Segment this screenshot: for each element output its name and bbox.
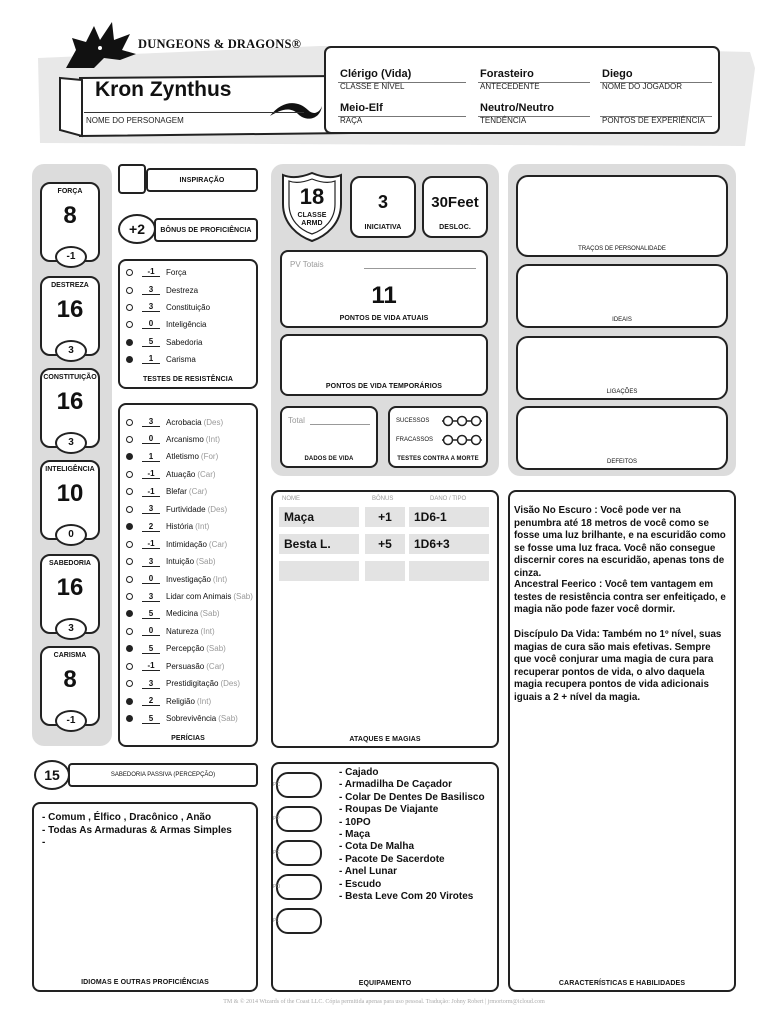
languages-text [42, 812, 232, 850]
hit-dice-total-line [310, 424, 370, 425]
speed-box[interactable] [422, 176, 488, 238]
proficiency-dot-icon[interactable] [126, 645, 133, 652]
ability-name: CARISMA [53, 652, 87, 659]
label: Sobrevivência [166, 714, 217, 724]
death-fail-label: FRACASSOS [396, 437, 434, 443]
hp-max-label: PV Totais [290, 260, 324, 269]
coin-label: PP [273, 816, 280, 822]
hp-current-label: PONTOS DE VIDA ATUAIS [339, 315, 429, 322]
ability-score: 10 [56, 480, 84, 507]
attacks-label: ATAQUES E MAGIAS [349, 736, 421, 743]
alignment-value[interactable]: Neutro/Neutro [480, 102, 554, 114]
modifier-value: 1 [142, 452, 160, 462]
dnd-logo: DUNGEONS & DRAGONS® [138, 37, 302, 51]
skill-row[interactable] [126, 660, 224, 672]
modifier-value: 3 [142, 285, 160, 295]
skill-row[interactable] [126, 591, 253, 603]
proficiency-dot-icon[interactable] [126, 663, 133, 670]
character-name[interactable]: Kron Zynthus [95, 78, 232, 101]
label: Lidar com Animais [166, 592, 232, 601]
equipment-item[interactable]: - Cajado [339, 767, 379, 778]
death-fail-checkboxes[interactable] [442, 434, 484, 446]
feature-paragraph[interactable]: Ancestral Feerico : Você tem vantagem em testes de resistência contra ser enfeitiçado, e magia não pode fazer você dormir. [514, 579, 726, 616]
hp-current-value: 11 [371, 282, 397, 309]
proficiency-dot-icon[interactable] [126, 541, 133, 548]
ability-name: INTELIGÊNCIA [45, 466, 95, 473]
dragon-tail-ornament-icon [268, 96, 324, 126]
coin-label: PL [273, 918, 280, 924]
race-value[interactable]: Meio-Elf [340, 102, 383, 114]
attack-name[interactable]: Besta L. [279, 534, 359, 554]
proficiency-dot-icon[interactable] [126, 698, 133, 705]
proficiency-dot-icon[interactable] [126, 356, 133, 363]
proficiency-dot-icon[interactable] [126, 339, 133, 346]
modifier-value: -1 [142, 539, 160, 549]
inspiration-label: INSPIRAÇÃO [179, 177, 225, 184]
ability-modifier: 0 [55, 524, 87, 546]
bonds-box[interactable] [516, 336, 728, 400]
equipment-item[interactable]: - Maça [339, 829, 371, 840]
flaws-box[interactable] [516, 406, 728, 470]
label: Intuição [166, 557, 195, 567]
ability-constitution[interactable] [40, 368, 100, 448]
proficiency-dot-icon[interactable] [126, 715, 133, 722]
modifier-value: 1 [142, 354, 160, 364]
proficiency-dot-icon[interactable] [126, 523, 133, 530]
equipment-item[interactable]: - Escudo [339, 878, 382, 890]
hit-dice-label: DADOS DE VIDA [304, 456, 354, 462]
ability-modifier: -1 [55, 246, 87, 268]
label: Religião [166, 696, 195, 706]
language-line[interactable]: - Comum , Élfico , Dracônico , Anão [42, 812, 212, 823]
coin-cp-field[interactable] [273, 772, 322, 798]
death-success-checkboxes[interactable] [442, 415, 484, 427]
speed-value: 30Feet [431, 194, 479, 211]
hp-max-line [364, 268, 476, 269]
ability-name: SABEDORIA [48, 560, 91, 567]
language-line[interactable]: - Todas As Armaduras & Armas Simples [42, 824, 232, 836]
attribute-abbr: (Sab) [206, 644, 226, 654]
coin-pp-field[interactable] [273, 908, 322, 934]
ability-name: CONSTITUIÇÃO [43, 374, 97, 381]
attacks-panel [271, 490, 499, 748]
proficiency-dot-icon[interactable] [126, 593, 133, 600]
modifier-value: 0 [142, 626, 160, 636]
modifier-value: -1 [142, 469, 160, 479]
equipment-item[interactable]: - 10PO [339, 816, 371, 828]
saving-throw-row[interactable] [126, 353, 196, 365]
languages-label: IDIOMAS E OUTRAS PROFICIÊNCIAS [81, 979, 209, 986]
equipment-item[interactable]: - Cota De Malha [339, 841, 415, 853]
saving-throw-row[interactable] [126, 301, 210, 313]
ability-dexterity[interactable] [40, 276, 100, 356]
label: Força [166, 267, 187, 277]
passive-wisdom-label: SABEDORIA PASSIVA (PERCEPÇÃO) [110, 772, 216, 778]
attack-damage[interactable]: 1D6-1 [409, 507, 489, 527]
proficiency-dot-icon[interactable] [126, 287, 133, 294]
attack-bonus[interactable]: +1 [365, 507, 405, 527]
armor-class-label-1: CLASSE [297, 212, 327, 219]
label: Prestidigitação [166, 679, 219, 689]
modifier-value: 0 [142, 574, 160, 584]
attribute-abbr: (Sab) [200, 609, 220, 619]
ability-score: 8 [63, 202, 77, 229]
temp-hp-box[interactable] [280, 334, 488, 396]
alignment-label: TENDÊNCIA [480, 116, 527, 125]
character-name-line [84, 112, 304, 113]
modifier-value: 3 [142, 302, 160, 312]
label: Sabedoria [166, 337, 203, 347]
label: História [166, 522, 194, 532]
modifier-value: 3 [142, 557, 160, 567]
hit-dice-total-label: Total [288, 416, 305, 425]
feature-paragraph[interactable]: Visão No Escuro : Você pode ver na penumbra até 18 metros de você como se fosse uma luz brilhante, e na escuridão como se fosse uma luz fraca. Você não consegue discernir cores na escuridão, apenas tons de cinza. [514, 505, 726, 579]
proficiency-bonus-value[interactable]: +2 [118, 214, 156, 244]
player-name-label: NOME DO JOGADOR [602, 82, 683, 91]
passive-wisdom-value[interactable]: 15 [34, 760, 70, 790]
features-label: CARACTERÍSTICAS E HABILIDADES [558, 980, 686, 987]
hp-temp-label: PONTOS DE VIDA TEMPORÁRIOS [325, 383, 443, 390]
initiative-box[interactable] [350, 176, 416, 238]
skill-row[interactable] [126, 643, 226, 655]
character-name-label: NOME DO PERSONAGEM [86, 116, 184, 125]
label: Carisma [166, 354, 196, 364]
proficiency-dot-icon[interactable] [126, 680, 133, 687]
label: Natureza [166, 626, 199, 636]
attacks-col-bonus: BÔNUS [372, 496, 394, 502]
attribute-abbr: (Sab) [233, 592, 253, 601]
attack-bonus[interactable]: +5 [365, 534, 405, 554]
proficiency-bonus-label: BÔNUS DE PROFICIÊNCIA [160, 227, 252, 234]
skill-row[interactable] [126, 573, 227, 585]
attribute-abbr: (Car) [208, 539, 228, 549]
hit-dice-box[interactable] [280, 406, 378, 468]
attack-name[interactable]: Maça [279, 507, 359, 527]
modifier-value: -1 [142, 267, 160, 277]
saving-throw-row[interactable] [126, 336, 202, 348]
attack-bonus-empty[interactable] [365, 561, 405, 581]
passive-wisdom-field [68, 763, 258, 787]
proficiency-bonus-field [154, 218, 258, 242]
equipment-item[interactable]: - Colar De Dentes De Basilisco [339, 791, 485, 803]
modifier-value: 2 [142, 522, 160, 532]
attribute-abbr: (Car) [188, 487, 208, 497]
label: Furtividade [166, 504, 206, 514]
skill-row[interactable] [126, 503, 227, 515]
languages-panel [32, 802, 258, 992]
saving-throw-row[interactable] [126, 318, 206, 330]
feature-paragraph[interactable]: Discípulo Da Vida: Também no 1º nível, suas magias de cura são mais efetivas. Sempre que você conjurar uma magia de cura para recuperar pontos de vida, o alvo daquela magia recupera pontos de vida adicionais iguais a 2 + nível da magia. [514, 629, 722, 703]
death-success-label: SUCESSOS [396, 418, 430, 424]
ideals-label: IDEAIS [612, 317, 632, 323]
skill-row[interactable] [126, 625, 215, 637]
ability-score: 16 [56, 574, 84, 601]
armor-class-value[interactable]: 18 [299, 184, 325, 209]
attribute-abbr: (Int) [212, 574, 228, 584]
label: Inteligência [166, 319, 207, 329]
modifier-value: 0 [142, 434, 160, 444]
proficiency-dot-icon[interactable] [126, 471, 133, 478]
attribute-abbr: (Des) [207, 504, 228, 514]
proficiency-dot-icon[interactable] [126, 304, 133, 311]
ability-score: 16 [56, 388, 84, 415]
inspiration-checkbox[interactable] [118, 164, 146, 194]
proficiency-dot-icon[interactable] [126, 610, 133, 617]
inspiration-field [146, 168, 258, 192]
proficiency-dot-icon[interactable] [126, 453, 133, 460]
label: Atuação [166, 469, 196, 479]
modifier-value: 0 [142, 319, 160, 329]
skill-row[interactable] [126, 608, 220, 620]
ability-charisma[interactable] [40, 646, 100, 726]
saving-throw-row[interactable] [126, 284, 198, 296]
modifier-value: 3 [142, 417, 160, 427]
ability-modifier: -1 [55, 710, 87, 732]
initiative-label: INICIATIVA [364, 224, 402, 231]
attribute-abbr: (Car) [197, 469, 216, 479]
speed-label: DESLOC. [439, 224, 471, 231]
ability-modifier: 3 [55, 432, 87, 454]
equipment-item[interactable]: - Armadilha De Caçador [339, 779, 452, 791]
attribute-abbr: (Int) [205, 434, 221, 444]
proficiency-dot-icon[interactable] [126, 488, 133, 495]
attribute-abbr: (Int) [196, 696, 212, 706]
ability-wisdom[interactable] [40, 554, 100, 634]
proficiency-dot-icon[interactable] [126, 321, 133, 328]
modifier-value: -1 [142, 487, 160, 497]
initiative-value: 3 [377, 192, 388, 212]
skill-row[interactable] [126, 538, 227, 550]
label: Constituição [166, 302, 211, 312]
ability-modifier: 3 [55, 618, 87, 640]
modifier-value: 5 [142, 609, 160, 619]
ability-score: 8 [63, 666, 77, 693]
background-label: ANTECEDENTE [480, 82, 540, 91]
attack-damage[interactable]: 1D6+3 [409, 534, 489, 554]
skill-row[interactable] [126, 521, 209, 533]
label: Arcanismo [166, 434, 204, 444]
modifier-value: 3 [142, 592, 160, 602]
equipment-item[interactable]: - Roupas De Viajante [339, 804, 439, 816]
attacks-col-damage: DANO / TIPO [430, 496, 467, 502]
attack-damage-empty[interactable] [409, 561, 489, 581]
label: Atletismo [166, 452, 199, 462]
personality-traits-box[interactable] [516, 175, 728, 257]
ability-name: FORÇA [57, 188, 83, 195]
attribute-abbr: (Sab) [218, 714, 238, 724]
bonds-label: LIGAÇÕES [606, 389, 638, 395]
current-hp-box[interactable] [280, 250, 488, 328]
equipment-item[interactable]: - Anel Lunar [339, 866, 397, 878]
saving-throw-row[interactable] [126, 266, 186, 278]
skill-row[interactable] [126, 678, 240, 690]
label: Intimidação [166, 539, 207, 549]
coin-label: PC [273, 782, 280, 788]
coin-gp-field[interactable] [273, 874, 322, 900]
proficiency-dot-icon[interactable] [126, 419, 133, 426]
skill-row[interactable] [126, 416, 223, 428]
skill-row[interactable] [126, 433, 220, 445]
skill-row[interactable] [126, 556, 216, 568]
language-line[interactable]: - [42, 837, 46, 848]
skills-label: PERÍCIAS [171, 735, 205, 742]
label: Investigação [166, 574, 211, 584]
background-value[interactable]: Forasteiro [480, 68, 534, 80]
proficiency-dot-icon[interactable] [126, 558, 133, 565]
coin-ep-field[interactable] [273, 840, 322, 866]
ability-strength[interactable] [40, 182, 100, 262]
modifier-value: 2 [142, 696, 160, 706]
skill-row[interactable] [126, 695, 211, 707]
proficiency-dot-icon[interactable] [126, 269, 133, 276]
coin-label: PE [273, 850, 280, 856]
armor-class-label-2: ARMD [301, 220, 323, 227]
ability-intelligence[interactable] [40, 460, 100, 540]
skill-row[interactable] [126, 486, 207, 498]
attribute-abbr: (Des) [220, 679, 241, 689]
label: Percepção [166, 644, 205, 654]
proficiency-dot-icon[interactable] [126, 506, 133, 513]
attack-name-empty[interactable] [279, 561, 359, 581]
label: Medicina [166, 609, 199, 619]
attribute-abbr: (Car) [206, 661, 225, 671]
attacks-col-name: NOME [282, 496, 300, 502]
dragon-logo-icon [64, 20, 138, 72]
modifier-value: 3 [142, 504, 160, 514]
xp-label: PONTOS DE EXPERIÊNCIA [602, 116, 705, 125]
ability-name: DESTREZA [51, 282, 89, 289]
proficiency-dot-icon[interactable] [126, 628, 133, 635]
ideals-box[interactable] [516, 264, 728, 328]
attribute-abbr: (Int) [195, 522, 210, 532]
label: Destreza [166, 285, 199, 295]
class-level-value[interactable]: Clérigo (Vida) [340, 68, 412, 80]
equipment-item[interactable]: - Besta Leve Com 20 Virotes [339, 891, 474, 902]
modifier-value: 5 [142, 714, 160, 724]
equipment-item[interactable]: - Pacote De Sacerdote [339, 853, 445, 865]
race-label: RAÇA [340, 116, 363, 125]
skill-row[interactable] [126, 713, 238, 725]
attribute-abbr: (Des) [203, 417, 224, 427]
label: Persuasão [166, 661, 205, 671]
class-level-label: CLASSE E NÍVEL [340, 82, 405, 91]
attribute-abbr: (For) [200, 452, 219, 462]
flaws-label: DEFEITOS [607, 459, 637, 465]
attribute-abbr: (Int) [200, 626, 215, 636]
label: Acrobacia [166, 417, 202, 427]
skill-row[interactable] [126, 451, 218, 463]
proficiency-dot-icon[interactable] [126, 436, 133, 443]
label: Blefar [166, 487, 187, 497]
header-info-box [322, 44, 722, 136]
death-saves-label: TESTES CONTRA A MORTE [397, 456, 479, 462]
coin-sp-field[interactable] [273, 806, 322, 832]
ability-modifier: 3 [55, 340, 87, 362]
skill-row[interactable] [126, 468, 216, 480]
death-saves-box [388, 406, 488, 468]
equipment-label: EQUIPAMENTO [358, 980, 412, 987]
modifier-value: 5 [142, 337, 160, 347]
player-name-value[interactable]: Diego [602, 68, 633, 80]
footer-copyright: TM & © 2014 Wizards of the Coast LLC. Cópia permitida apenas para uso pessoal. Tradução: Johny Robert | jrmortorm@icloud.com [223, 999, 545, 1005]
modifier-value: -1 [142, 661, 160, 671]
personality-traits-label: TRAÇOS DE PERSONALIDADE [578, 246, 666, 252]
ability-score: 16 [56, 296, 84, 323]
modifier-value: 3 [142, 679, 160, 689]
proficiency-dot-icon[interactable] [126, 576, 133, 583]
modifier-value: 5 [142, 644, 160, 654]
attribute-abbr: (Sab) [196, 557, 216, 567]
coin-label: PO [273, 884, 281, 890]
saving-throws-label: TESTES DE RESISTÊNCIA [142, 376, 233, 383]
